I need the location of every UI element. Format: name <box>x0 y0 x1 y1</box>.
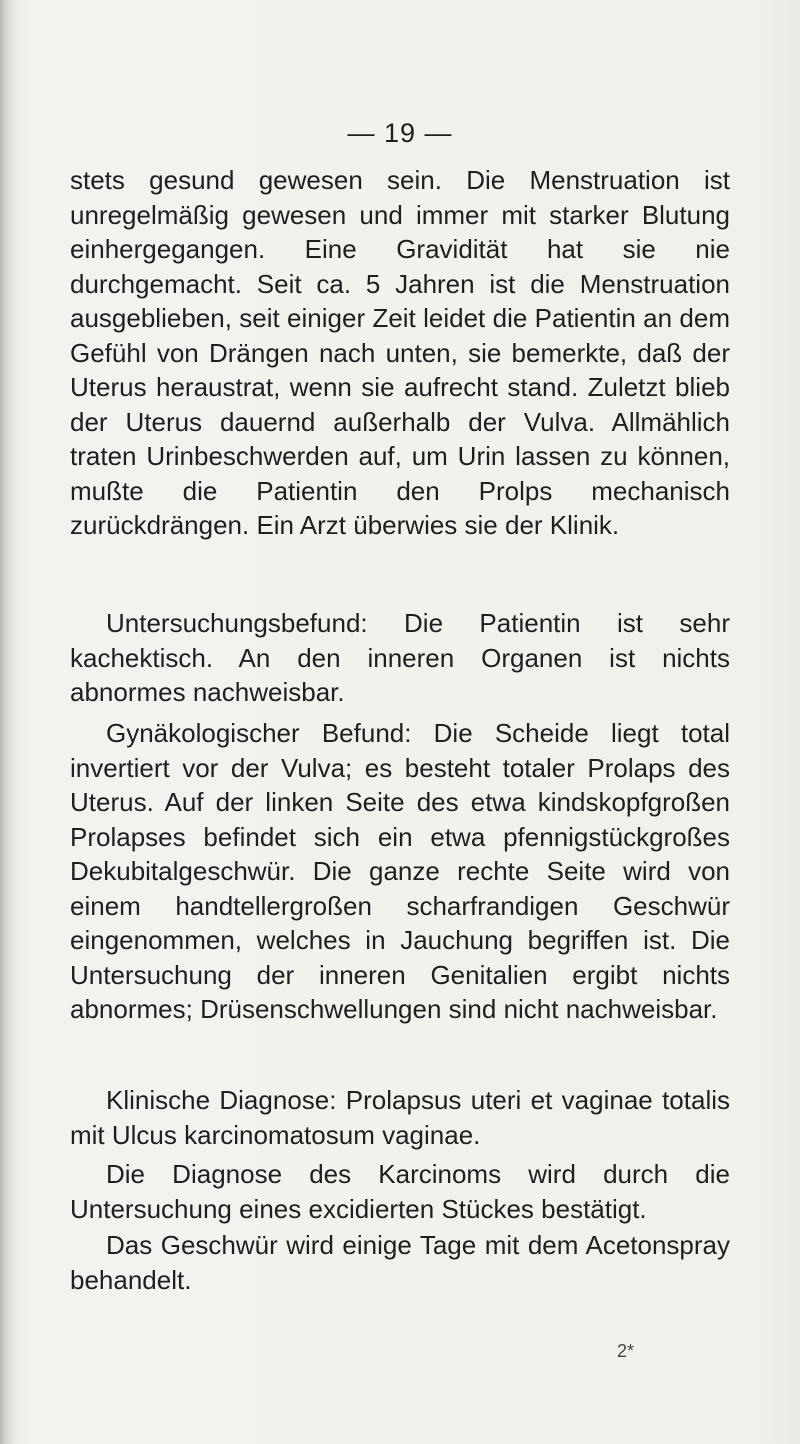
paragraph-text: Klinische Diagnose: Prolapsus uteri et vaginae totalis mit Ulcus karcinomatosum vaginae. <box>70 1085 730 1150</box>
paragraph-text: Untersuchungsbefund: Die Patientin ist sehr kachektisch. An den inneren Organen ist nichts abnormes nachweisbar. <box>70 608 730 707</box>
paragraph-carcinoma-confirmation <box>70 1157 730 1226</box>
paragraph-text: Die Diagnose des Karcinoms wird durch die Untersuchung eines excidierten Stückes bestätigt. <box>70 1159 730 1224</box>
page-binding-edge <box>0 0 14 1444</box>
printer-signature-mark: 2* <box>617 1341 635 1361</box>
page-number: — 19 — <box>347 118 453 148</box>
paragraph-text: stets gesund gewesen sein. Die Menstruation ist unregelmäßig gewesen und immer mit starker Blutung einhergegangen. Eine Gravidität hat sie nie durchgemacht. Seit ca. 5 Jahren ist die Menstruation ausgeblieben, seit einiger Zeit leidet die Patientin an dem Gefühl von Drängen nach unten, sie bemerkte, daß der Uterus heraustrat, wenn sie aufrecht stand. Zuletzt blieb der Uterus dauernd außerhalb der Vulva. Allmählich traten Urinbeschwerden auf, um Urin lassen zu können, mußte die Patientin den Prolps mechanisch zurückdrängen. Ein Arzt überwies sie der Klinik. <box>70 165 730 540</box>
paragraph-patient-history <box>70 163 730 543</box>
paragraph-text: Das Geschwür wird einige Tage mit dem Acetonspray behandelt. <box>70 1230 730 1295</box>
paragraph-treatment <box>70 1228 730 1297</box>
paragraph-text: Gynäkologischer Befund: Die Scheide liegt total invertiert vor der Vulva; es besteht totaler Prolaps des Uterus. Auf der linken Seite des etwa kindskopfgroßen Prolapses befindet sich ein etwa pfennigstückgroßes Dekubitalgeschwür. Die ganze rechte Seite wird von einem handtellergroßen scharfrandigen Geschwür eingenommen, welches in Jauchung begriffen ist. Die Untersuchung der inneren Genitalien ergibt nichts abnormes; Drüsenschwellungen sind nicht nachweisbar. <box>70 718 730 1024</box>
paragraph-clinical-diagnosis <box>70 1083 730 1152</box>
paragraph-examination-findings <box>70 606 730 710</box>
paragraph-gynecological-findings <box>70 716 730 1027</box>
